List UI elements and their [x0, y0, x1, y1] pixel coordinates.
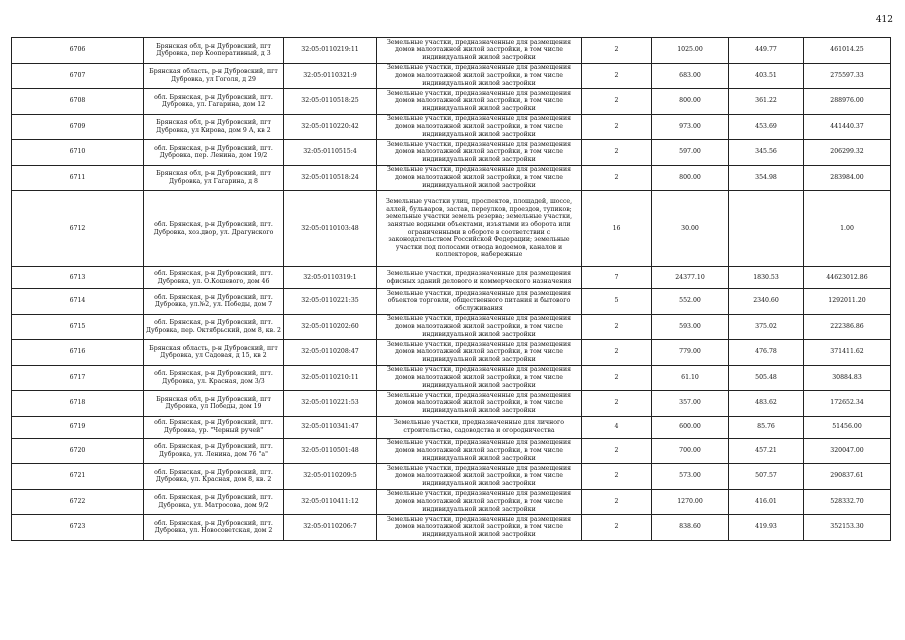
row-number: 6716: [12, 340, 144, 366]
cadastral-number: 32:05:0110219:11: [284, 38, 377, 64]
address: Брянская обл, р-н Дубровский, пгт Дубровка, пер Кооперативный, д 3: [144, 38, 284, 64]
row-number: 6715: [12, 314, 144, 340]
cadastral-value: 352153.30: [804, 515, 891, 541]
unit-price: 453.69: [729, 114, 804, 140]
cadastral-number: 32:05:0110341:47: [284, 416, 377, 438]
cadastral-number: 32:05:0110221:35: [284, 289, 377, 315]
purpose: Земельные участки, предназначенные для размещения домов малоэтажной жилой застройки, в том числе индивидуальной жилой застройки: [377, 391, 582, 417]
table-row: [12, 191, 891, 267]
unit-price: 1830.53: [729, 267, 804, 289]
purpose: Земельные участки, предназначенные для размещения домов малоэтажной жилой застройки, в том числе индивидуальной жилой застройки: [377, 464, 582, 490]
cadastral-number: 32:05:0110321:9: [284, 63, 377, 89]
cadastral-number: 32:05:0110202:60: [284, 314, 377, 340]
group: 2: [582, 365, 652, 391]
cadastral-value: 206299.32: [804, 140, 891, 166]
area: 838.60: [652, 515, 729, 541]
cadastral-number: 32:05:0110210:11: [284, 365, 377, 391]
cadastral-value: 528332.70: [804, 489, 891, 515]
row-number: 6712: [12, 191, 144, 267]
address: Брянская обл, р-н Дубровский, пгт Дубровка, ул Победы, дом 19: [144, 391, 284, 417]
group: 2: [582, 140, 652, 166]
purpose: Земельные участки, предназначенные для размещения объектов торговли, общественного питания и бытового обслуживания: [377, 289, 582, 315]
area: 1025.00: [652, 38, 729, 64]
purpose: Земельные участки, предназначенные для размещения домов малоэтажной жилой застройки, в том числе индивидуальной жилой застройки: [377, 515, 582, 541]
table-row: [12, 63, 891, 89]
table-row: [12, 38, 891, 64]
address: обл. Брянская, р-н Дубровский, пгт. Дубровка, ул. Новосоветская, дом 2: [144, 515, 284, 541]
purpose: Земельные участки, предназначенные для размещения домов малоэтажной жилой застройки, в том числе индивидуальной жилой застройки: [377, 114, 582, 140]
table-row: [12, 289, 891, 315]
table-row: [12, 140, 891, 166]
address: Брянская область, р-н Дубровский, пгт Дубровка, ул Садовая, д 15, кв 2: [144, 340, 284, 366]
address: обл. Брянская, р-н Дубровский, пгт. Дубровка, ул.№2, ул. Победы, дом 7: [144, 289, 284, 315]
cadastral-value: 441440.37: [804, 114, 891, 140]
cadastral-number: 32:05:0110411:12: [284, 489, 377, 515]
cadastral-value: 288976.00: [804, 89, 891, 115]
group: 5: [582, 289, 652, 315]
cadastral-value: 1292011.20: [804, 289, 891, 315]
area: 779.00: [652, 340, 729, 366]
group: 2: [582, 391, 652, 417]
area: 800.00: [652, 89, 729, 115]
cadastral-number: 32:05:0110208:47: [284, 340, 377, 366]
cadastral-value: 1.00: [804, 191, 891, 267]
row-number: 6710: [12, 140, 144, 166]
row-number: 6708: [12, 89, 144, 115]
area: 683.00: [652, 63, 729, 89]
cadastral-value: 461014.25: [804, 38, 891, 64]
row-number: 6719: [12, 416, 144, 438]
row-number: 6714: [12, 289, 144, 315]
cadastral-number: 32:05:0110221:53: [284, 391, 377, 417]
row-number: 6720: [12, 438, 144, 464]
purpose: Земельные участки, предназначенные для размещения домов малоэтажной жилой застройки, в том числе индивидуальной жилой застройки: [377, 340, 582, 366]
page-number: 412: [875, 15, 893, 25]
row-number: 6721: [12, 464, 144, 490]
area: 552.00: [652, 289, 729, 315]
area: 593.00: [652, 314, 729, 340]
cadastral-number: 32:05:0110209:5: [284, 464, 377, 490]
table-row: [12, 267, 891, 289]
group: 2: [582, 515, 652, 541]
address: Брянская обл, р-н Дубровский, пгт Дубровка, ул Гагарина, д 8: [144, 165, 284, 191]
address: обл. Брянская, р-н Дубровский, пгт. Дубровка, хоз.двор, ул. Драгунского: [144, 191, 284, 267]
area: 973.00: [652, 114, 729, 140]
group: 2: [582, 314, 652, 340]
purpose: Земельные участки, предназначенные для размещения домов малоэтажной жилой застройки, в том числе индивидуальной жилой застройки: [377, 140, 582, 166]
address: обл. Брянская, р-н Дубровский, пгт. Дубровка, пер. Октябрьский, дом 8, кв. 2: [144, 314, 284, 340]
unit-price: 361.22: [729, 89, 804, 115]
purpose: Земельные участки, предназначенные для личного строительства, садоводства и огородничества: [377, 416, 582, 438]
group: 2: [582, 63, 652, 89]
table-row: [12, 489, 891, 515]
unit-price: 476.78: [729, 340, 804, 366]
address: обл. Брянская, р-н Дубровский, пгт. Дубровка, ул. Красная, дом 3/3: [144, 365, 284, 391]
unit-price: 483.62: [729, 391, 804, 417]
address: обл. Брянская, р-н Дубровский, пгт. Дубровка, ул. Ленина, дом 76 "а": [144, 438, 284, 464]
unit-price: 507.57: [729, 464, 804, 490]
unit-price: 2340.60: [729, 289, 804, 315]
row-number: 6709: [12, 114, 144, 140]
cadastral-value: 44623012.86: [804, 267, 891, 289]
purpose: Земельные участки, предназначенные для размещения домов малоэтажной жилой застройки, в том числе индивидуальной жилой застройки: [377, 314, 582, 340]
table-row: [12, 340, 891, 366]
group: 2: [582, 489, 652, 515]
cadastral-value: 172652.34: [804, 391, 891, 417]
cadastral-number: 32:05:0110103:48: [284, 191, 377, 267]
area: 24377.10: [652, 267, 729, 289]
unit-price: 416.01: [729, 489, 804, 515]
cadastral-number: 32:05:0110518:25: [284, 89, 377, 115]
unit-price: 419.93: [729, 515, 804, 541]
purpose: Земельные участки, предназначенные для размещения домов малоэтажной жилой застройки, в том числе индивидуальной жилой застройки: [377, 489, 582, 515]
cadastral-value: 222386.86: [804, 314, 891, 340]
cadastral-value: 275597.33: [804, 63, 891, 89]
cadastral-value: 371411.62: [804, 340, 891, 366]
purpose: Земельные участки, предназначенные для размещения домов малоэтажной жилой застройки, в том числе индивидуальной жилой застройки: [377, 63, 582, 89]
cadastral-value: 51456.00: [804, 416, 891, 438]
table-row: [12, 416, 891, 438]
address: обл. Брянская, р-н Дубровский, пгт. Дубровка, ур. "Черный ручей": [144, 416, 284, 438]
group: 2: [582, 114, 652, 140]
purpose: Земельные участки, предназначенные для размещения домов малоэтажной жилой застройки, в том числе индивидуальной жилой застройки: [377, 89, 582, 115]
purpose: Земельные участки, предназначенные для размещения домов малоэтажной жилой застройки, в том числе индивидуальной жилой застройки: [377, 38, 582, 64]
row-number: 6707: [12, 63, 144, 89]
table-row: [12, 114, 891, 140]
address: обл. Брянская, р-н Дубровский, пгт. Дубровка, ул. Гагарина, дом 12: [144, 89, 284, 115]
group: 2: [582, 464, 652, 490]
unit-price: 457.21: [729, 438, 804, 464]
group: 2: [582, 438, 652, 464]
table-row: [12, 391, 891, 417]
unit-price: 505.48: [729, 365, 804, 391]
group: 7: [582, 267, 652, 289]
group: 2: [582, 89, 652, 115]
table-row: [12, 165, 891, 191]
table-row: [12, 365, 891, 391]
area: 597.00: [652, 140, 729, 166]
row-number: 6722: [12, 489, 144, 515]
cadastral-number: 32:05:0110319:1: [284, 267, 377, 289]
unit-price: [729, 191, 804, 267]
table-row: [12, 314, 891, 340]
group: 2: [582, 38, 652, 64]
cadastral-number: 32:05:0110220:42: [284, 114, 377, 140]
cadastral-number: 32:05:0110501:48: [284, 438, 377, 464]
cadastral-value: 283984.00: [804, 165, 891, 191]
address: обл. Брянская, р-н Дубровский, пгт. Дубровка, пер. Ленина, дом 19/2: [144, 140, 284, 166]
row-number: 6711: [12, 165, 144, 191]
cadastral-value: 290837.61: [804, 464, 891, 490]
purpose: Земельные участки, предназначенные для размещения офисных зданий делового и коммерческого назначения: [377, 267, 582, 289]
address: обл. Брянская, р-н Дубровский, пгт. Дубровка, ул. О.Кошевого, дом 46: [144, 267, 284, 289]
area: 1270.00: [652, 489, 729, 515]
group: 4: [582, 416, 652, 438]
table-row: [12, 438, 891, 464]
unit-price: 449.77: [729, 38, 804, 64]
purpose: Земельные участки, предназначенные для размещения домов малоэтажной жилой застройки, в том числе индивидуальной жилой застройки: [377, 365, 582, 391]
table-row: [12, 515, 891, 541]
area: 61.10: [652, 365, 729, 391]
row-number: 6717: [12, 365, 144, 391]
cadastral-value: 320047.00: [804, 438, 891, 464]
area: 30.00: [652, 191, 729, 267]
row-number: 6723: [12, 515, 144, 541]
cadastral-number: 32:05:0110518:24: [284, 165, 377, 191]
row-number: 6706: [12, 38, 144, 64]
row-number: 6713: [12, 267, 144, 289]
area: 573.00: [652, 464, 729, 490]
purpose: Земельные участки улиц, проспектов, площадей, шоссе, аллей, бульваров, застав, переулков, проездов, тупиков; земельные участки земель резерва; земельные участки, занятые водными объектами, изъятыми из оборота или ограниченными в обороте в соответствии с законодательством Российской Федерации; земельные участки под полосами отвода водоемов, каналов и коллекторов, набережные: [377, 191, 582, 267]
table-row: [12, 464, 891, 490]
group: 2: [582, 340, 652, 366]
address: Брянская обл, р-н Дубровский, пгт Дубровка, ул Кирова, дом 9 А, кв 2: [144, 114, 284, 140]
purpose: Земельные участки, предназначенные для размещения домов малоэтажной жилой застройки, в том числе индивидуальной жилой застройки: [377, 165, 582, 191]
table-row: [12, 89, 891, 115]
unit-price: 345.56: [729, 140, 804, 166]
area: 600.00: [652, 416, 729, 438]
address: обл. Брянская, р-н Дубровский, пгт. Дубровка, ул. Матросова, дом 9/2: [144, 489, 284, 515]
unit-price: 403.51: [729, 63, 804, 89]
area: 357.00: [652, 391, 729, 417]
cadastral-value: 30884.83: [804, 365, 891, 391]
area: 700.00: [652, 438, 729, 464]
address: обл. Брянская, р-н Дубровский, пгт. Дубровка, ул. Красная, дом 8, кв. 2: [144, 464, 284, 490]
cadastral-number: 32:05:0110515:4: [284, 140, 377, 166]
unit-price: 85.76: [729, 416, 804, 438]
unit-price: 354.98: [729, 165, 804, 191]
address: Брянская область, р-н Дубровский, пгт Дубровка, ул Гоголя, д 29: [144, 63, 284, 89]
area: 800.00: [652, 165, 729, 191]
group: 16: [582, 191, 652, 267]
purpose: Земельные участки, предназначенные для размещения домов малоэтажной жилой застройки, в том числе индивидуальной жилой застройки: [377, 438, 582, 464]
group: 2: [582, 165, 652, 191]
row-number: 6718: [12, 391, 144, 417]
unit-price: 375.02: [729, 314, 804, 340]
cadastral-number: 32:05:0110206:7: [284, 515, 377, 541]
cadastral-value-table: [11, 37, 891, 541]
